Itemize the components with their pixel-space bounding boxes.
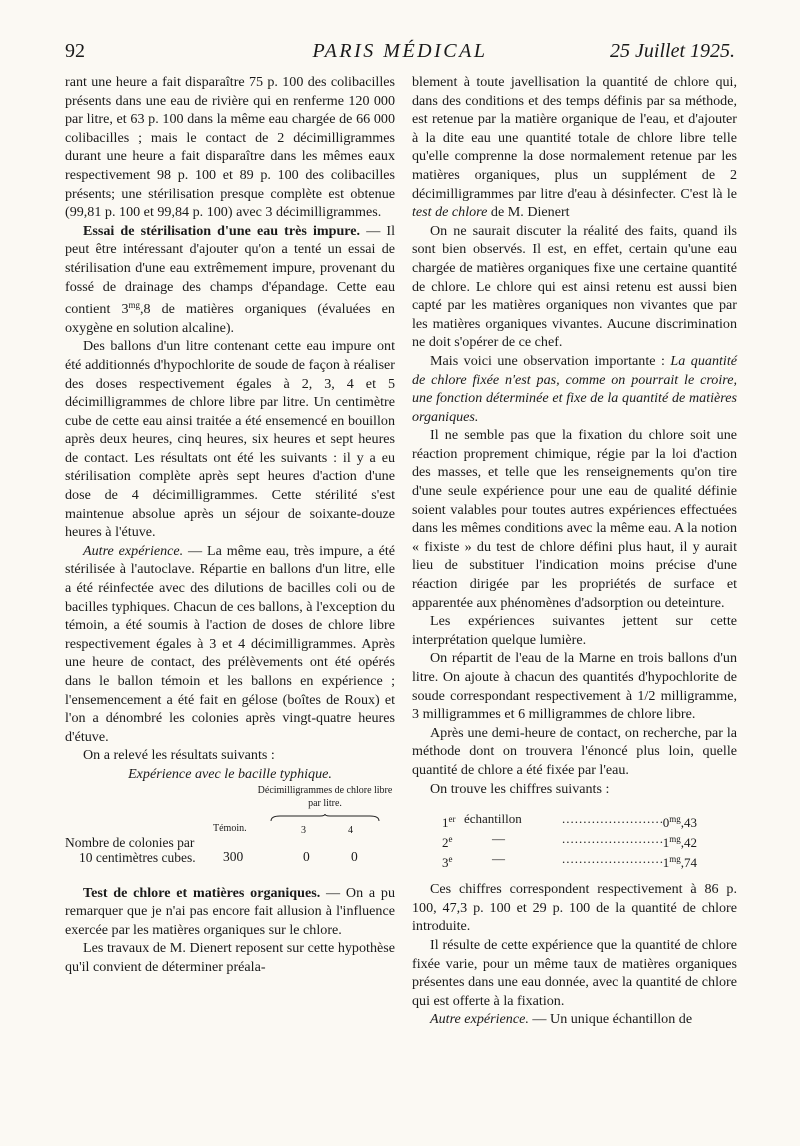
paragraph: On répartit de l'eau de la Marne en trois ballons d'un litre. On ajoute à chacun des quantités d'hypochlorite de soude correspondant respectivement à 1/2 milligramme, 3 milligrammes et 6 milligrammes de chlore libre. xyxy=(412,650,737,723)
paragraph: Essai de stérilisation d'une eau très impure. — Il peut être intéressant d'ajouter qu'on a tenté un essai de stérilisation d'une eau extrêmement impure, provenant du fossé de drainage des champs d'épandage. Cette eau contient $3^{mg},8$ de matières organiques (évaluées en oxygène en solution alcaline). xyxy=(65,222,395,336)
journal-title: PARIS MÉDICAL xyxy=(312,40,488,62)
col-3: 3 xyxy=(301,824,306,836)
paragraph: Il résulte de cette expérience que la quantité de chlore fixée varie, pour un même taux de matières organiques présentes dans une eau donnée, avec la quantité de chlore qui est offerte à la fixation. xyxy=(412,936,737,1009)
running-header xyxy=(65,40,735,70)
bacteria-table xyxy=(65,784,395,884)
paragraph: rant une heure a fait disparaître 75 p. 100 des colibacilles présents dans une eau de rivière qui en renferme 120 000 par litre, et 63 p. 100 dans la même eau chargée de 66 000 colibacilles ; mais le contact de 2 décimilligrammes durant une heure a fait disparaître dans les mêmes eaux respectivement 98 p. 100 et 89 p. 100 des colibacilles présents; une stérilisation presque complète est obtenue (99,81 p. 100 et 99,84 p. 100) avec 3 décimilligrammes. xyxy=(65,74,395,221)
section-heading: Test de chlore et matières organiques. xyxy=(83,884,321,901)
paragraph: Les expériences suivantes jettent sur cette interprétation quelque lumière. xyxy=(412,613,737,648)
paragraph: Test de chlore et matières organiques. — On a pu remarquer que je n'ai pas encore fait allusion à l'influence exercée par les matières organiques sur le chlore. xyxy=(65,884,396,938)
paragraph: Des ballons d'un litre contenant cette eau impure ont été additionnés d'hypochlorite de soude de façon à réaliser des doses respectivement égales à 2, 3, 4 et 5 décimilligrammes de chlore libre par litre. Un centimètre cube de cette eau ainsi traitée a été ensemencé en bouillon après deux heures, cinq heures, six heures et sept heures de contact. Les résultats ont été les suivants : il y a eu stérilisation complète après sept heures d'action d'une dose de 4 décimilligrammes. Cette stérilité s'est maintenue absolue après un séjour de soixante-douze heures à l'étuve. xyxy=(65,338,395,541)
table-caption: Expérience avec le bacille typhique. xyxy=(128,765,332,782)
table-row: 3e — ........................ $1^{mg},74$ xyxy=(442,851,697,871)
brace-icon xyxy=(270,814,380,822)
page-number: 92 xyxy=(65,40,85,62)
value-3: 0 xyxy=(303,848,310,864)
col-4: 4 xyxy=(348,824,353,836)
paragraph: On trouve les chiffres suivants : xyxy=(430,780,610,797)
paragraph: Il ne semble pas que la fixation du chlore soit une réaction proprement chimique, régie par la loi d'action des masses, et telle que les renseignements qu'on tire d'une seule expérience pour une eau de qualité définie soient valables pour toutes autres expériences effectuées dans les mêmes conditions avec la même eau. A la notion « fixiste » du test de chlore défini plus haut, il y aurait lieu de substituer l'indication moins précise d'une réaction dirigée par les propriétés de surface et apparentée aux phénomènes d'adsorption ou deteinture. xyxy=(412,427,737,611)
paragraph: Après une demi-heure de contact, on recherche, par la méthode dont on trouvera l'énoncé plus loin, quelle quantité de chlore a été fixée par l'eau. xyxy=(412,724,737,778)
paragraph: Autre expérience. — Un unique échantillon de xyxy=(430,1011,693,1028)
table-row: 1er échantillon ........................ $0^{mg},43$ xyxy=(442,811,697,831)
issue-date: 25 Juillet 1925. xyxy=(610,40,735,62)
paragraph: Ces chiffres correspondent respectivement à 86 p. 100, 47,3 p. 100 et 29 p. 100 de la quantité de chlore introduite. xyxy=(412,881,737,935)
value-temoin: 300 xyxy=(223,848,244,864)
paragraph: Mais voici une observation importante : La quantité de chlore fixée n'est pas, comme on pourrait le croire, une fonction déterminée et fixe de la quantité de matières organiques. xyxy=(412,352,737,425)
section-heading: Essai de stérilisation d'une eau très impure. xyxy=(83,222,361,239)
sample-table xyxy=(412,810,737,872)
value-4: 0 xyxy=(351,848,358,864)
left-column xyxy=(65,73,395,977)
paragraph: Autre expérience. — La même eau, très impure, a été stérilisée à l'autoclave. Répartie en ballons d'un litre, elle a été réinfectée avec des dilutions de bacilles coli ou de bacilles typhiques. Chacun de ces ballons, à l'exception du témoin, a été soumis à l'action de doses de chlore libre respectivement égales à 3 et 4 décimilligrammes. Après une heure de contact, des prélèvements ont été opérés dans le ballon témoin et les ballons en expérience ; l'ensemencement a été fait en gélose (boîtes de Roux) et l'on a dénombré les colonies après vingt-quatre heures d'étuve. xyxy=(65,542,395,745)
table-row: 2e — ........................ $1^{mg},42$ xyxy=(442,831,697,851)
paragraph: Les travaux de M. Dienert reposent sur cette hypothèse qu'il convient de déterminer préala- xyxy=(65,940,395,975)
right-column xyxy=(412,73,737,1029)
row-label: Nombre de colonies par 10 centimètres cubes. xyxy=(65,834,196,865)
col-temoin: Témoin. xyxy=(213,822,247,834)
paragraph: blement à toute javellisation la quantité de chlore qui, dans des conditions et des temps définis par sa méthode, est retenue par la matière organique de l'eau, et d'ajouter à la dite eau une quantité totale de chlore libre telle qu'elle comprenne la dose normalement retenue par les matières organiques, plus un supplément de 2 décimilligrammes par litre d'eau à désinfecter. C'est là le test de chlore de M. Dienert xyxy=(412,74,737,221)
paragraph: On a relevé les résultats suivants : xyxy=(83,747,275,764)
paragraph: On ne saurait discuter la réalité des faits, quand ils sont bien observés. Il est, en effet, certain qu'une eau chargée de matières organiques fixe une certaine quantité de chlore. Le chlore qui est ainsi retenu est aussi bien capté par les matières organiques non vivantes que par les matières organiques vivantes. Aucune discrimination ne doit s'opérer de ce chef. xyxy=(412,222,737,351)
table-header: Décimilligrammes de chlore libre par litre. xyxy=(257,784,393,809)
